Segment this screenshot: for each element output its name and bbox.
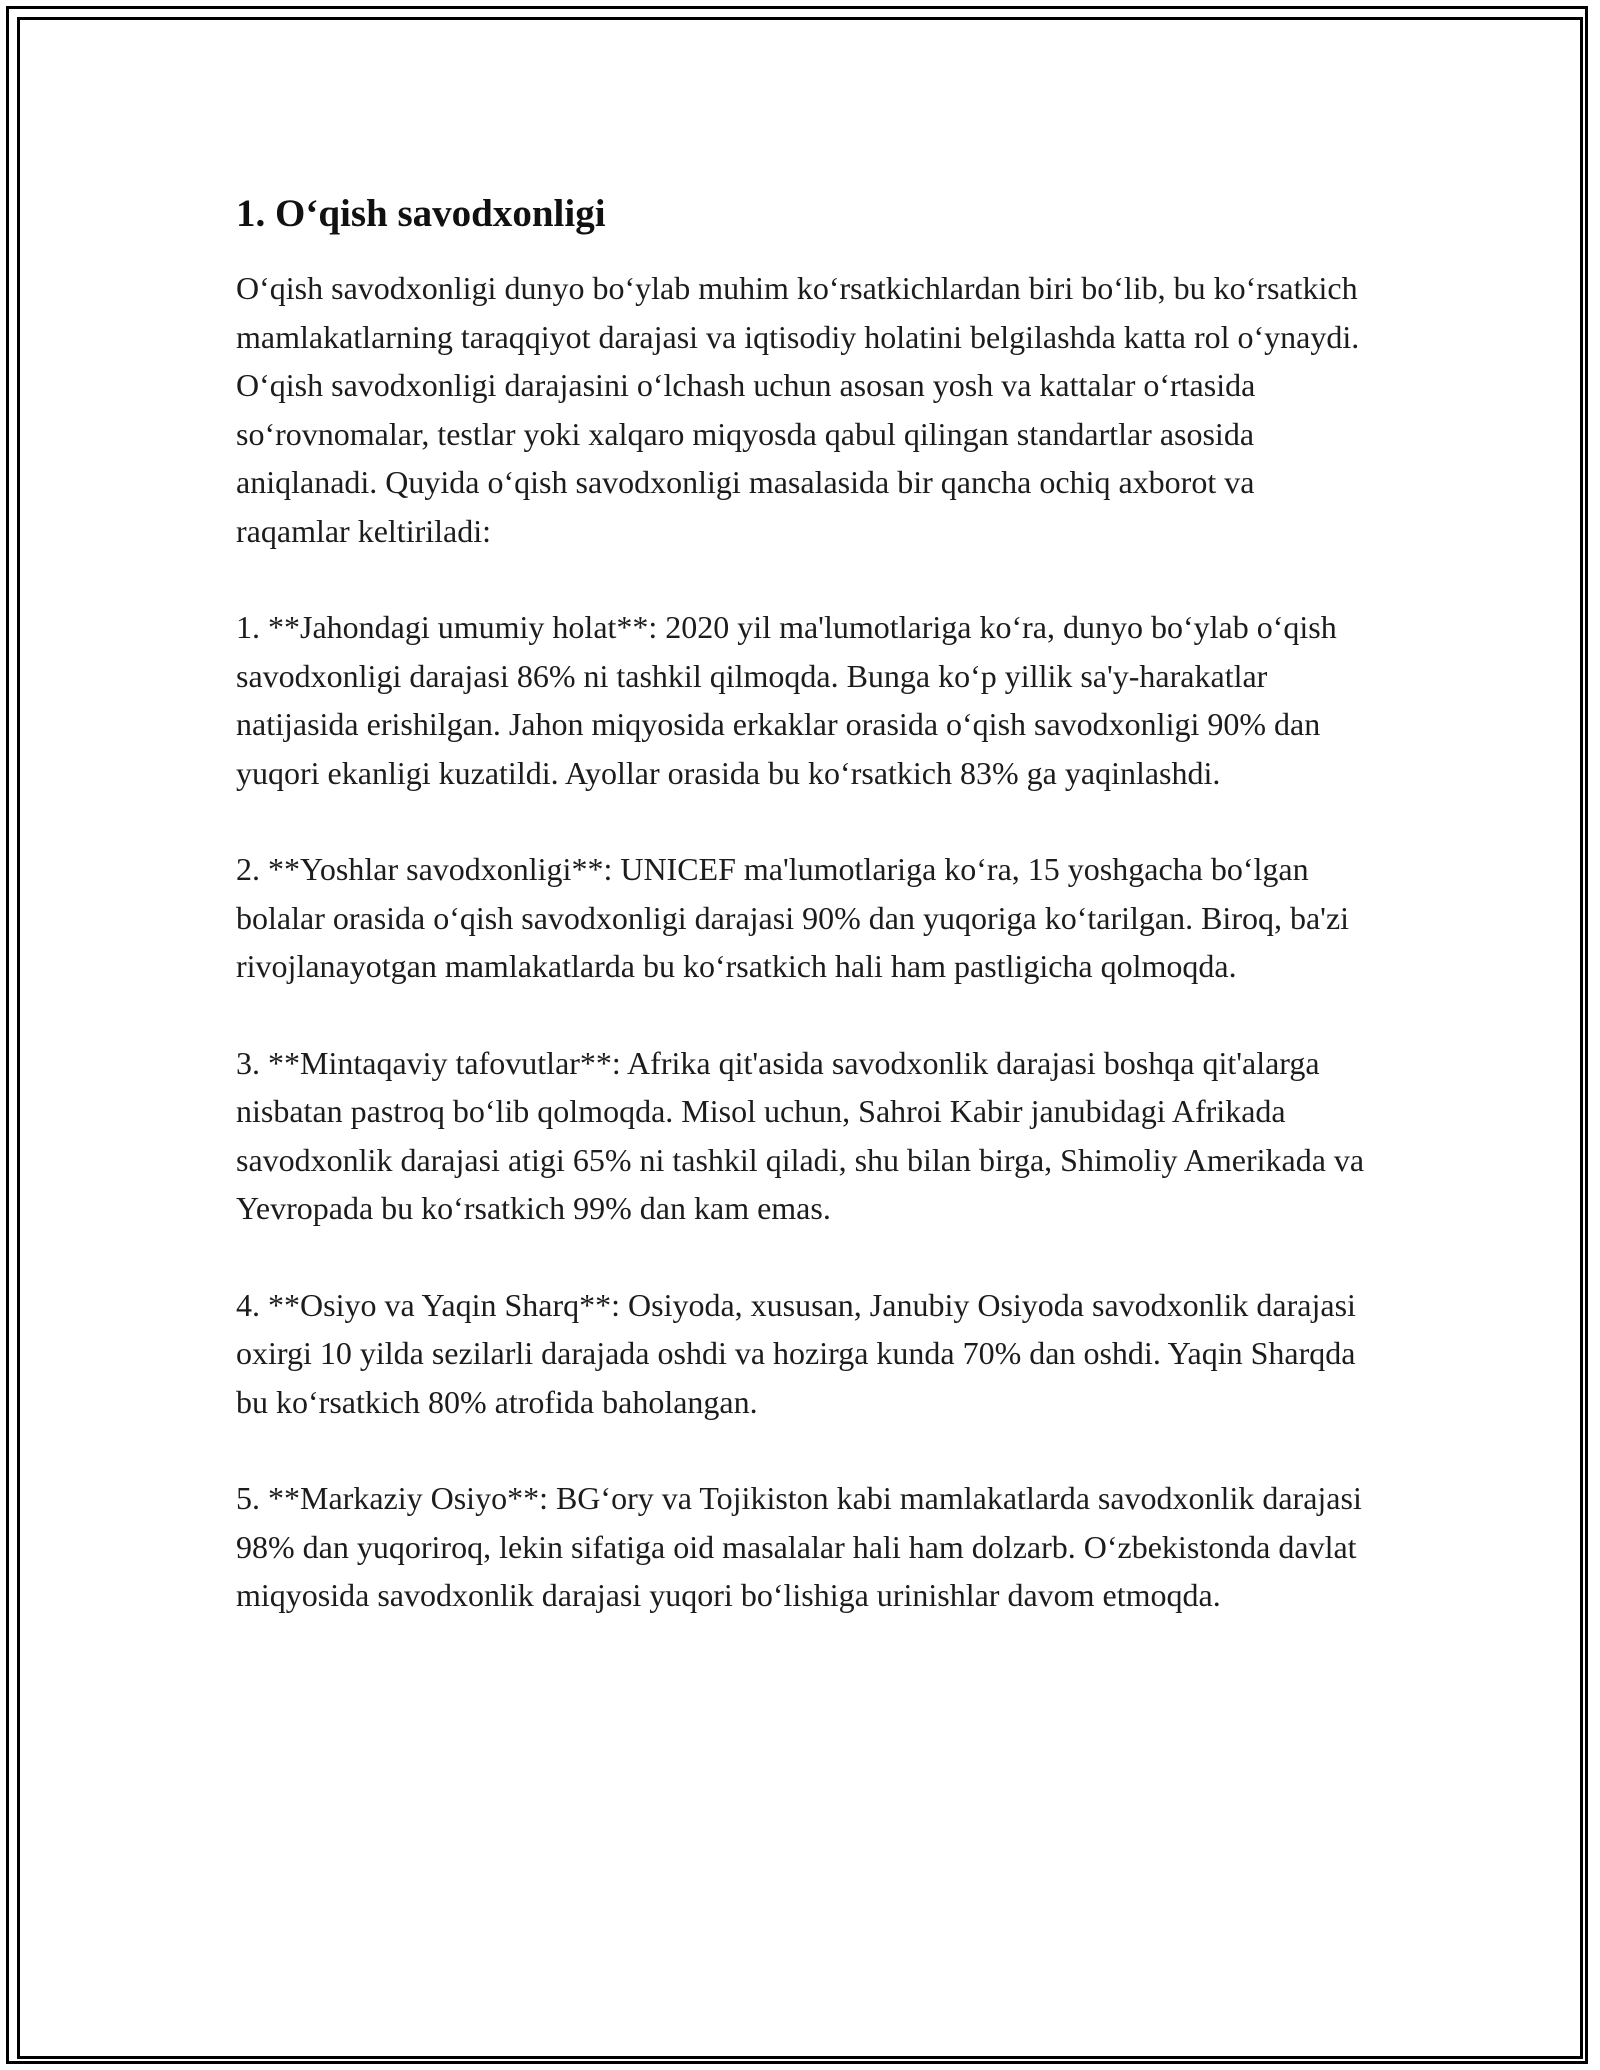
- document-body: [236, 186, 1376, 1668]
- intro-paragraph: O‘qish savodxonligi dunyo bo‘ylab muhim ko‘rsatkichlardan biri bo‘lib, bu ko‘rsatkich mamlakatlarning taraqqiyot darajasi va iqtisodiy holatini belgilashda katta rol o‘ynaydi. O‘qish savodxonligi darajasini o‘lchash uchun asosan yosh va kattalar o‘rtasida so‘rovnomalar, testlar yoki xalqaro miqyosda qabul qilingan standartlar asosida aniqlanadi. Quyida o‘qish savodxonligi masalasida bir qancha ochiq axborot va raqamlar keltiriladi:: [236, 270, 1360, 549]
- section-heading: 1. O‘qish savodxonligi: [236, 192, 606, 235]
- list-item-asia-middle-east: 4. **Osiyo va Yaqin Sharq**: Osiyoda, xususan, Janubiy Osiyoda savodxonlik darajasi oxirgi 10 yilda sezilarli darajada oshdi va hozirga kunda 70% dan oshdi. Yaqin Sharqda bu ko‘rsatkich 80% atrofida baholangan.: [236, 1286, 1356, 1420]
- list-item-regional-differences: 3. **Mintaqaviy tafovutlar**: Afrika qit'asida savodxonlik darajasi boshqa qit'alarga nisbatan pastroq bo‘lib qolmoqda. Misol uchun, Sahroi Kabir janubidagi Afrikada savodxonlik darajasi atigi 65% ni tashkil qiladi, shu bilan birga, Shimoliy Amerikada va Yevropada bu ko‘rsatkich 99% dan kam emas.: [236, 1044, 1365, 1226]
- list-item-youth-literacy: 2. **Yoshlar savodxonligi**: UNICEF ma'lumotlariga ko‘ra, 15 yoshgacha bo‘lgan bolalar orasida o‘qish savodxonligi darajasi 90% dan yuqoriga ko‘tarilgan. Biroq, ba'zi rivojlanayotgan mamlakatlarda bu ko‘rsatkich hali ham pastligicha qolmoqda.: [236, 851, 1350, 984]
- list-item-central-asia: 5. **Markaziy Osiyo**: BG‘ory va Tojikiston kabi mamlakatlarda savodxonlik darajasi 98% dan yuqoriroq, lekin sifatiga oid masalalar hali ham dolzarb. O‘zbekistonda davlat miqyosida savodxonlik darajasi yuqori bo‘lishiga urinishlar davom etmoqda.: [236, 1480, 1362, 1613]
- list-item-global-situation: 1. **Jahondagi umumiy holat**: 2020 yil ma'lumotlariga ko‘ra, dunyo bo‘ylab o‘qish savodxonligi darajasi 86% ni tashkil qilmoqda. Bunga ko‘p yillik sa'y-harakatlar natijasida erishilgan. Jahon miqyosida erkaklar orasida o‘qish savodxonligi 90% dan yuqori ekanligi kuzatildi. Ayollar orasida bu ko‘rsatkich 83% ga yaqinlashdi.: [236, 609, 1337, 791]
